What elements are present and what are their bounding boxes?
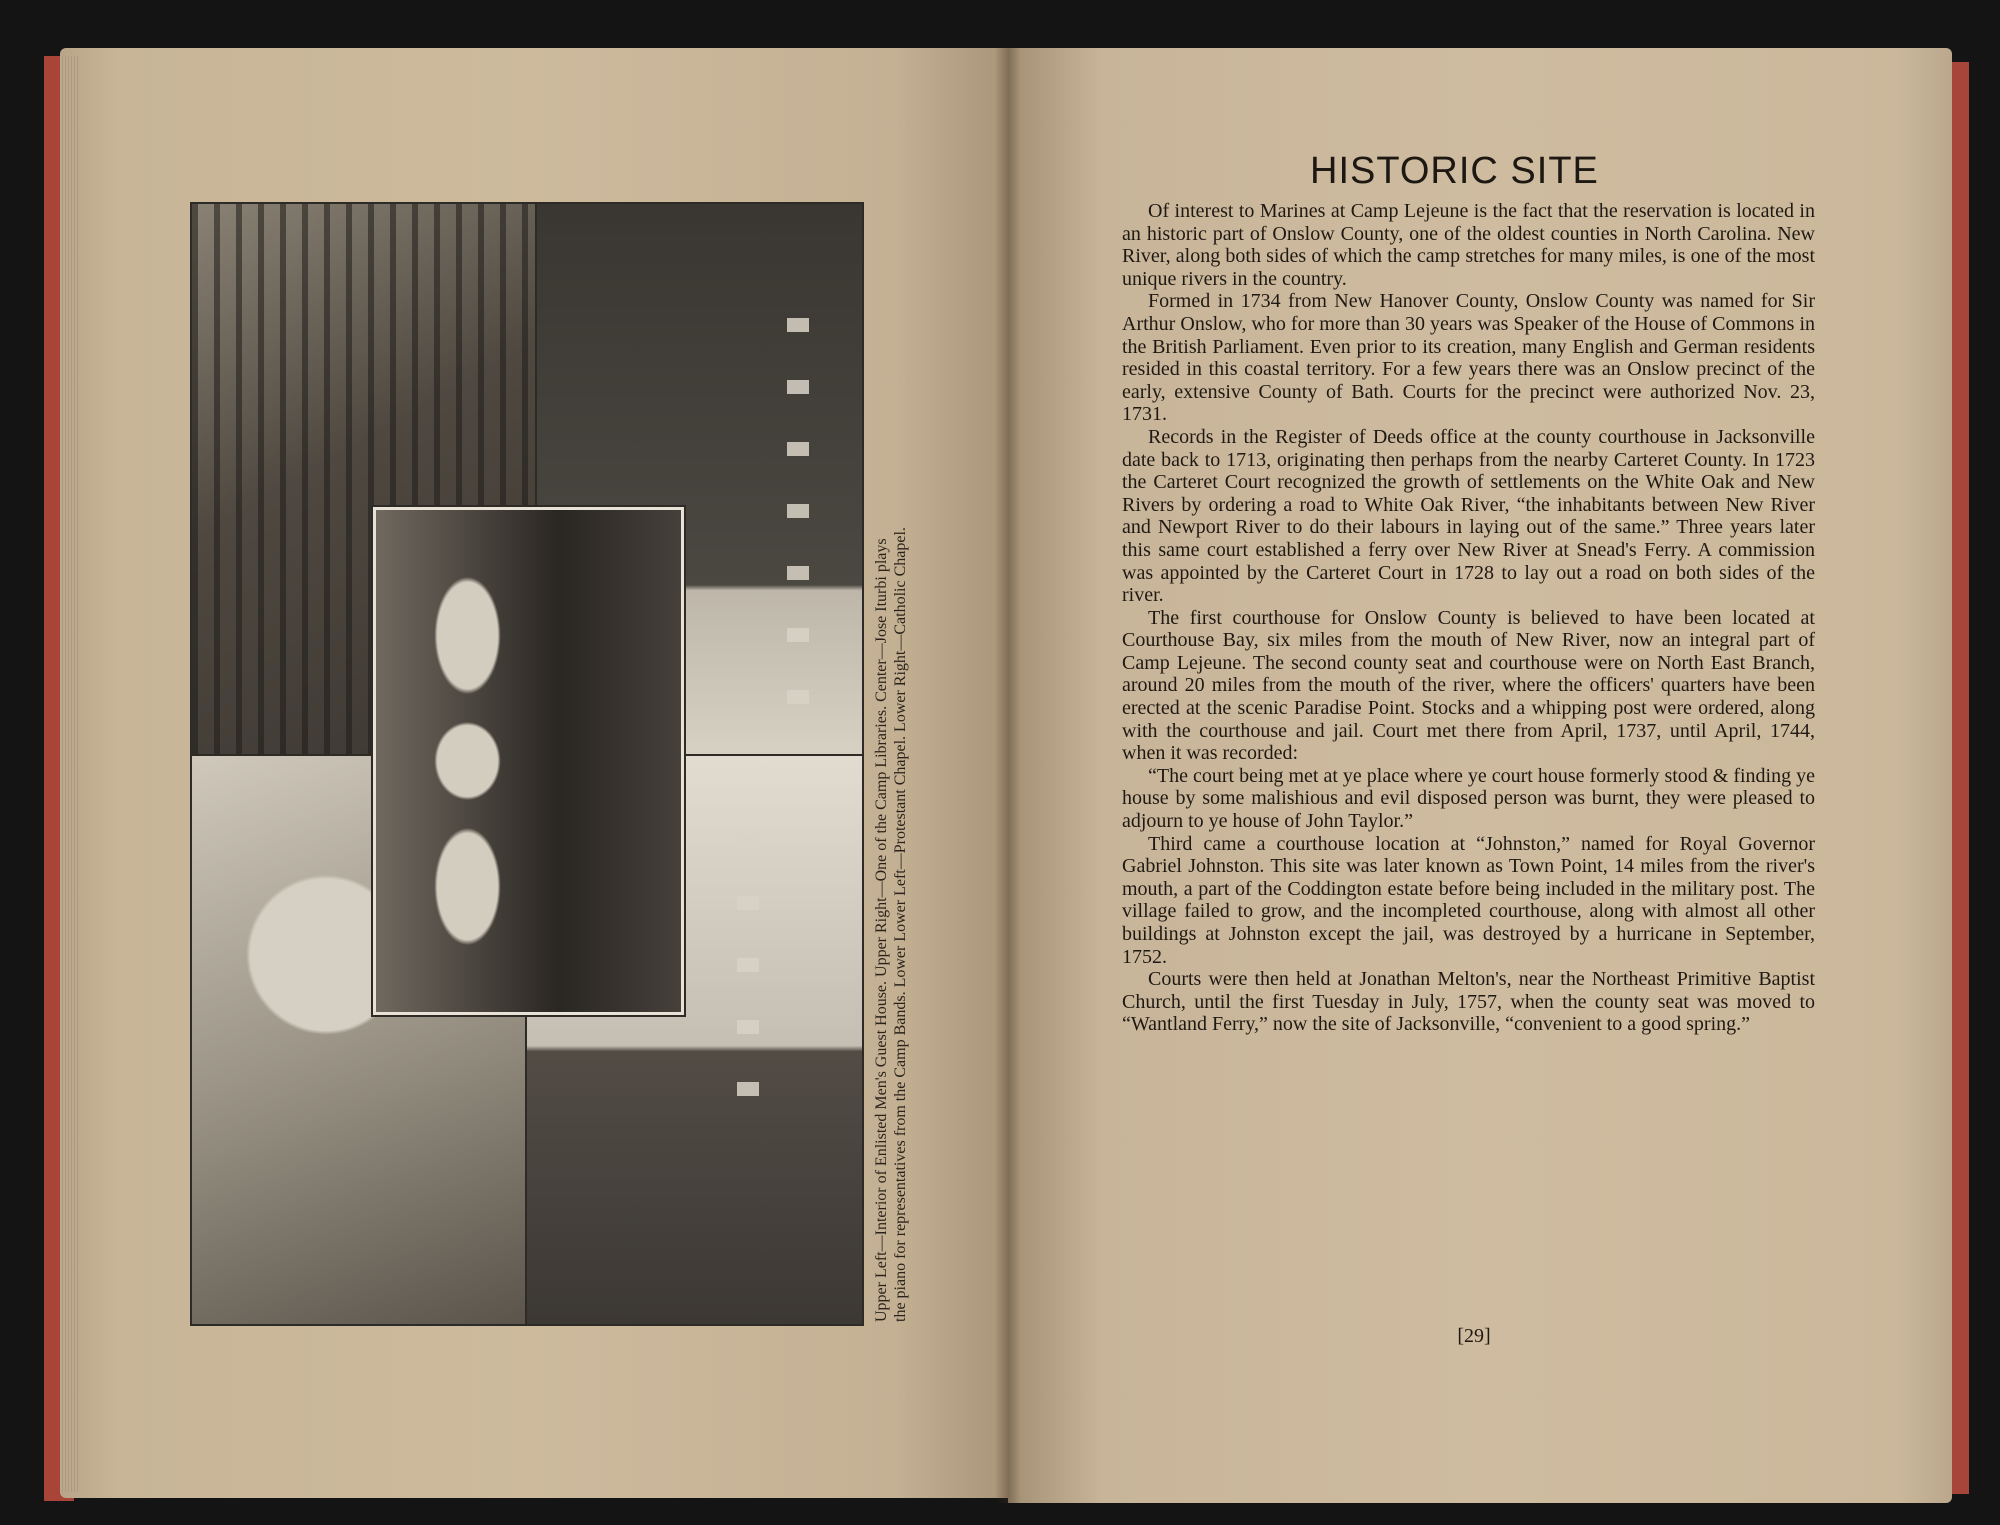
paragraph: Third came a courthouse location at “Johnston,” named for Royal Governor Gabriel Johnston. This site was later known as Town Point, 14 miles from the river's mouth, a part of the Coddington estate before being included in the military post. The village failed to grow, and the incompleted courthouse, along with almost all other buildings at Johnston except the jail, was destroyed by a hurricane in September, 1752.	[1122, 832, 1815, 968]
paragraph: Of interest to Marines at Camp Lejeune is the fact that the reservation is located in an historic part of Onslow County, one of the oldest counties in North Carolina. New River, along both sides of which the camp stretches for many miles, is one of the most unique rivers in the country.	[1122, 200, 1815, 290]
caption-line-1: Upper Left—Interior of Enlisted Men's Guest House. Upper Right—One of the Camp Libraries. Center—Jose Iturbi plays	[873, 538, 890, 1322]
chapel-windows	[787, 284, 809, 704]
caption-line-2: the piano for representatives from the Camp Bands. Lower Lower Left—Protestant Chapel. Lower Right—Catholic Chapel.	[892, 527, 909, 1322]
photo-collage	[190, 202, 860, 1322]
quote-paragraph: “The court being met at ye place where ye court house formerly stood & finding ye house by some malishious and evil disposed person was burnt, they were pleased to adjourn to ye house of John Taylor.”	[1122, 764, 1815, 833]
chapel-windows	[737, 796, 759, 1096]
paragraph: Records in the Register of Deeds office at the county courthouse in Jacksonville date back to 1713, originating then perhaps from the nearby Carteret County. In 1723 the Carteret Court recognized the growth of settlements on the White Oak and New Rivers by ordering a road to White Oak River, “the inhabitants between New River and Newport River to do their labours in laying out of the same.” Three years later this same court established a ferry over New River at Snead's Ferry. A commission was appointed by the Carteret Court in 1728 to lay out a road on both sides of the river.	[1122, 425, 1815, 607]
photo-jose-iturbi-band	[373, 507, 684, 1015]
book-gutter	[995, 48, 1021, 1503]
page-number: [29]	[1457, 1325, 1491, 1347]
page-title: HISTORIC SITE	[1310, 150, 1599, 192]
page-stack-edge	[60, 56, 78, 1492]
collage-caption	[872, 202, 948, 1322]
article-body	[1122, 200, 1815, 1036]
paragraph: Formed in 1734 from New Hanover County, Onslow County was named for Sir Arthur Onslow, who for more than 30 years was Speaker of the House of Commons in the British Parliament. Even prior to its creation, many English and German residents resided in this coastal territory. For a few years there was an Onslow precinct of the early, extensive County of Bath. Courts for the precinct were authorized Nov. 23, 1731.	[1122, 290, 1815, 426]
paragraph: The first courthouse for Onslow County is believed to have been located at Courthouse Bay, six miles from the mouth of New River, now an integral part of Camp Lejeune. The second county seat and courthouse were on North East Branch, around 20 miles from the mouth of the river, where the officers' quarters have been erected at the scenic Paradise Point. Stocks and a whipping post were ordered, along with the courthouse and jail. Court met there from April, 1737, until April, 1744, when it was recorded:	[1122, 606, 1815, 765]
paragraph: Courts were then held at Jonathan Melton's, near the Northeast Primitive Baptist Church, until the first Tuesday in July, 1757, when the county seat was moved to “Wantland Ferry,” now the site of Jacksonville, “convenient to a good spring.”	[1122, 968, 1815, 1036]
